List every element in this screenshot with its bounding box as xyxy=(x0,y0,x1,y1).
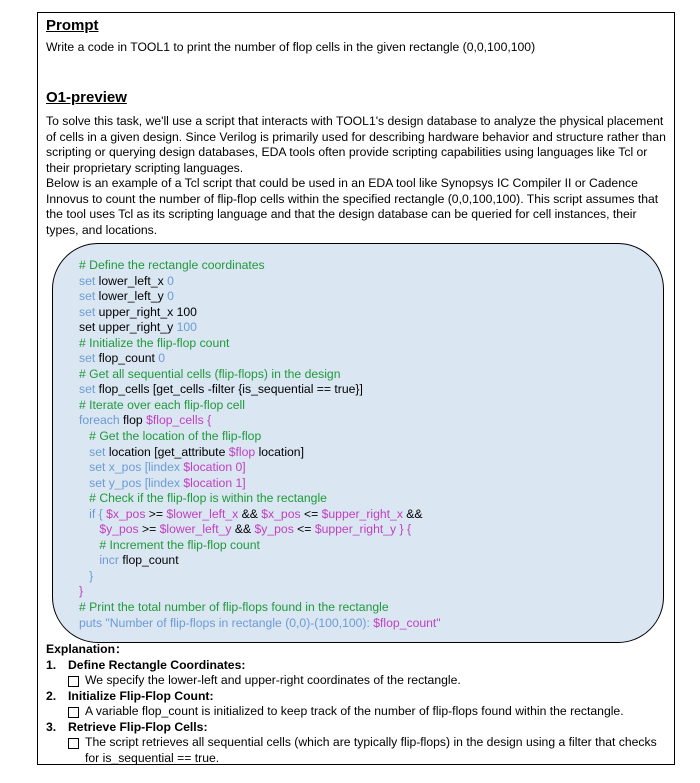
code-line xyxy=(79,507,441,523)
code-block xyxy=(52,243,664,643)
code-token: # Print the total number of flip-flops found in the rectangle xyxy=(79,600,389,615)
code-token: } xyxy=(79,584,84,599)
code-token: <= xyxy=(293,522,315,537)
item-title: Retrieve Flip-Flop Cells: xyxy=(68,719,208,734)
code-line xyxy=(79,600,441,616)
code-token: if { xyxy=(79,506,107,521)
code-line xyxy=(79,320,441,336)
code-token: foreach xyxy=(79,413,124,428)
code-line xyxy=(79,336,441,352)
code-token: set upper_right_y xyxy=(79,320,177,335)
checkbox-bullet-icon xyxy=(68,738,79,749)
code-listing xyxy=(79,258,441,631)
code-token: $lower_left_x xyxy=(166,506,239,521)
code-token: 0 xyxy=(167,273,174,288)
code-token: lower_left_y xyxy=(98,289,168,304)
code-token: $y_pos xyxy=(79,522,139,537)
code-token: flop_count xyxy=(98,351,159,366)
code-token: set xyxy=(79,304,99,319)
item-number: 1. xyxy=(46,657,57,672)
code-line xyxy=(79,351,441,367)
code-token: flop_count xyxy=(122,553,179,568)
code-token: <= xyxy=(300,506,322,521)
document-frame xyxy=(37,12,675,765)
code-line xyxy=(79,616,441,632)
code-token: $y_pos xyxy=(254,522,294,537)
code-token: set xyxy=(79,382,99,397)
code-token: 0 xyxy=(167,289,174,304)
code-line xyxy=(79,569,441,585)
code-line xyxy=(79,538,441,554)
code-token: $lower_left_y xyxy=(159,522,232,537)
item-detail-text: The script retrieves all sequential cells (which are typically flip-flops) in the design using a filter that checks for is_sequential == true. xyxy=(85,735,657,765)
code-token: set y_pos [lindex xyxy=(79,475,184,490)
code-token: $location 1] xyxy=(183,475,246,490)
explanation-item xyxy=(46,720,671,767)
code-token: $upper_right_x xyxy=(321,506,403,521)
response-paragraph: Below is an example of a Tcl script that could be used in an EDA tool like Synopsys IC Compiler II or Cadence Innovus to count the number of flip-flop cells within the specified rectangle (0,0,100,100). This script assumes that the tool uses Tcl as its scripting language and that the design database can be queried for cell instances, their types, and locations. xyxy=(46,176,659,237)
code-token: # Get all sequential cells (flip-flops) in the design xyxy=(79,366,341,381)
code-line xyxy=(79,429,441,445)
code-line xyxy=(79,491,441,507)
response-text xyxy=(46,114,666,238)
code-token: flop_cells [get_cells -filter {is_sequential == true}] xyxy=(98,382,363,397)
prompt-heading: Prompt xyxy=(46,17,99,34)
item-detail xyxy=(46,673,671,689)
checkbox-bullet-icon xyxy=(68,707,79,718)
code-token: location] xyxy=(255,444,304,459)
code-token: $flop_cells { xyxy=(146,413,212,428)
code-token: 100 xyxy=(176,320,197,335)
code-token: } xyxy=(79,568,94,583)
code-line xyxy=(79,258,441,274)
code-token: set xyxy=(79,273,99,288)
code-line xyxy=(79,398,441,414)
explanation-heading: Explanation： xyxy=(46,642,128,656)
code-token: # Increment the flip-flop count xyxy=(79,537,260,552)
code-line xyxy=(79,367,441,383)
item-number: 3. xyxy=(46,719,57,734)
code-token: >= xyxy=(145,506,167,521)
code-line xyxy=(79,305,441,321)
code-line xyxy=(79,584,441,600)
code-token: lower_left_x xyxy=(98,273,168,288)
code-line xyxy=(79,553,441,569)
code-token: # Get the location of the flip-flop xyxy=(79,429,262,444)
code-line xyxy=(79,445,441,461)
code-line xyxy=(79,382,441,398)
code-token: # Check if the flip-flop is within the rectangle xyxy=(79,491,327,506)
explanation-item xyxy=(46,689,671,720)
code-token: flop xyxy=(123,413,147,428)
code-line xyxy=(79,274,441,290)
code-token: $flop xyxy=(228,444,256,459)
code-token: && xyxy=(238,506,262,521)
code-token: set x_pos [lindex xyxy=(79,460,184,475)
explanation-item xyxy=(46,658,671,689)
code-token: set xyxy=(79,351,99,366)
code-token: $location 0] xyxy=(183,460,246,475)
code-token: incr xyxy=(79,553,123,568)
code-line xyxy=(79,476,441,492)
code-token: # Define the rectangle coordinates xyxy=(79,258,265,272)
code-token: 0 xyxy=(158,351,166,366)
code-token: # Iterate over each flip-flop cell xyxy=(79,397,245,412)
response-paragraph: To solve this task, we'll use a script that interacts with TOOL1's design database to analyze the physical placement of cells in a given design. Since Verilog is primarily used for describing hardware behavior and structure rather than scripting or querying design databases, EDA tools often provide scripting capabilities using languages like Tcl or their proprietary scripting languages. xyxy=(46,114,666,175)
item-number: 2. xyxy=(46,688,57,703)
item-title: Define Rectangle Coordinates: xyxy=(68,657,246,672)
item-title: Initialize Flip-Flop Count: xyxy=(68,688,214,703)
code-line xyxy=(79,460,441,476)
item-detail xyxy=(46,735,671,766)
code-token: $x_pos xyxy=(106,506,146,521)
code-token: $flop_count" xyxy=(373,615,441,630)
code-token: location [get_attribute xyxy=(108,444,229,459)
code-token: $upper_right_y } { xyxy=(314,522,412,537)
code-line xyxy=(79,522,441,538)
code-line xyxy=(79,413,441,429)
code-token: upper_right_x 100 xyxy=(98,304,197,319)
prompt-text: Write a code in TOOL1 to print the number of flop cells in the given rectangle (0,0,100,100) xyxy=(46,40,536,54)
item-detail-text: We specify the lower-left and upper-right coordinates of the rectangle. xyxy=(85,673,461,687)
item-detail-text: A variable flop_count is initialized to keep track of the number of flip-flops found within the rectangle. xyxy=(85,704,624,718)
code-token: >= xyxy=(138,522,160,537)
response-heading: O1-preview xyxy=(46,89,127,106)
code-token: set xyxy=(79,444,109,459)
explanation-section xyxy=(46,642,671,766)
code-token: puts "Number of flip-flops in rectangle (0,0)-(100,100): xyxy=(79,615,374,630)
code-line xyxy=(79,289,441,305)
code-token: $x_pos xyxy=(261,506,301,521)
checkbox-bullet-icon xyxy=(68,676,79,687)
explanation-list xyxy=(46,658,671,767)
code-token: # Initialize the flip-flop count xyxy=(79,335,230,350)
code-token: && xyxy=(231,522,255,537)
code-token: && xyxy=(402,506,423,521)
code-token: set xyxy=(79,289,99,304)
item-detail xyxy=(46,704,671,720)
